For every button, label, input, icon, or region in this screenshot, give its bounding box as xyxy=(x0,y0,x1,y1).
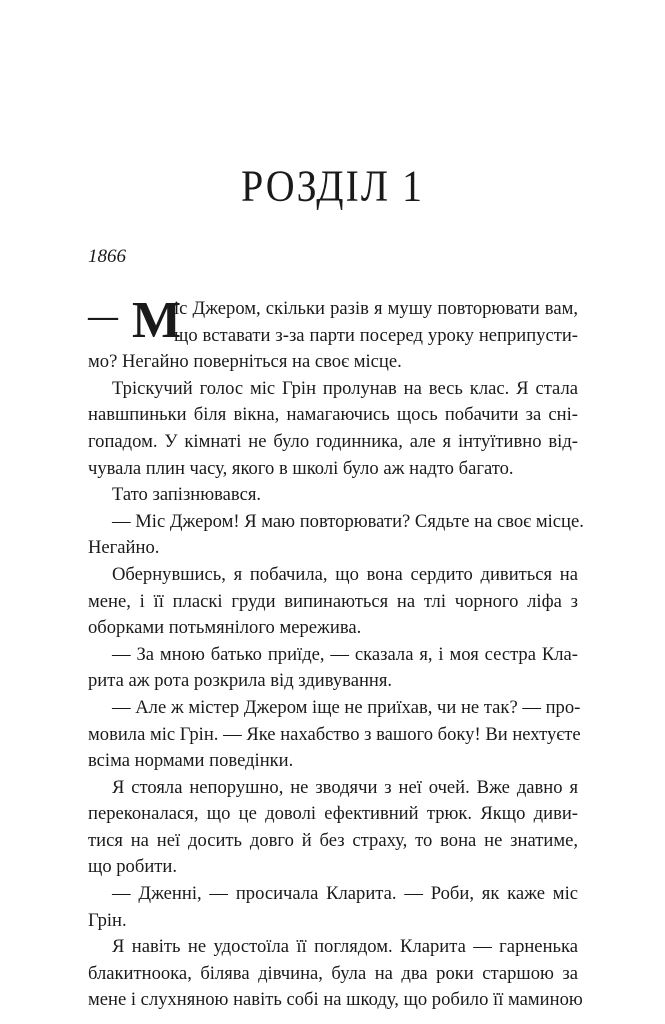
text-line: Тато запізнювався. xyxy=(112,484,262,506)
text-line: тися на неї досить довго й без страху, то вона не знатиме, xyxy=(88,829,578,851)
text-line: рита аж рота розкрила від здивування. xyxy=(88,670,393,692)
chapter-year: 1866 xyxy=(88,246,126,267)
text-line: Я навіть не удостоїла її поглядом. Кларита — гарненька xyxy=(112,936,578,958)
text-line: — Міс Джером! Я маю повторювати? Сядьте на своє місце. xyxy=(112,510,584,532)
text-line: іс Джером, скільки разів я мушу повторювати вам, xyxy=(174,298,578,319)
text-line: навшпиньки біля вікна, намагаючись щось побачити за сні- xyxy=(88,404,578,426)
text-line: — За мною батько приїде, — сказала я, і моя сестра Кла- xyxy=(112,643,578,665)
body-text xyxy=(88,292,584,1014)
text-line: переконалася, що це доволі ефективний трюк. Якщо диви- xyxy=(88,803,578,825)
text-line: гопадом. У кімнаті не було годинника, але я інтуїтивно від- xyxy=(88,430,578,452)
text-line: що вставати з-за парти посеред уроку неприпусти- xyxy=(174,324,578,346)
text-line: Обернувшись, я побачила, що вона сердито дивиться на xyxy=(112,563,578,585)
text-line: мо? Негайно поверніться на своє місце. xyxy=(88,351,402,373)
chapter-title: РОЗДІЛ 1 xyxy=(241,160,424,211)
text-line: Грін. xyxy=(88,909,127,931)
text-line: чувала плин часу, якого в школі було аж надто багато. xyxy=(88,457,514,479)
text-line: мене і слухняною навіть собі на шкоду, що робило її маминою xyxy=(88,989,583,1011)
text-line: Тріскучий голос міс Грін пролунав на весь клас. Я стала xyxy=(112,377,578,399)
text-line: Я стояла непорушно, не зводячи з неї очей. Вже давно я xyxy=(112,776,578,798)
text-line: блакитноока, білява дівчина, була на два роки старшою за xyxy=(88,962,578,984)
dropcap-letter: М xyxy=(132,292,182,349)
text-line: — Дженні, — просичала Кларита. — Роби, як каже міс xyxy=(112,883,578,905)
text-line: всіма нормами поведінки. xyxy=(88,750,294,772)
text-line: — Але ж містер Джером іще не приїхав, чи не так? — про- xyxy=(112,696,581,718)
text-line: що робити. xyxy=(88,856,177,878)
text-line: оборками потьмянілого мережива. xyxy=(88,617,362,639)
text-line: Негайно. xyxy=(88,537,160,559)
text-line: мене, і її пласкі груди випинаються на тлі чорного ліфа з xyxy=(88,590,578,612)
text-line: мовила міс Грін. — Яке нахабство з вашого боку! Ви нехтуєте xyxy=(88,723,581,745)
dropcap-dash: — xyxy=(88,300,118,333)
